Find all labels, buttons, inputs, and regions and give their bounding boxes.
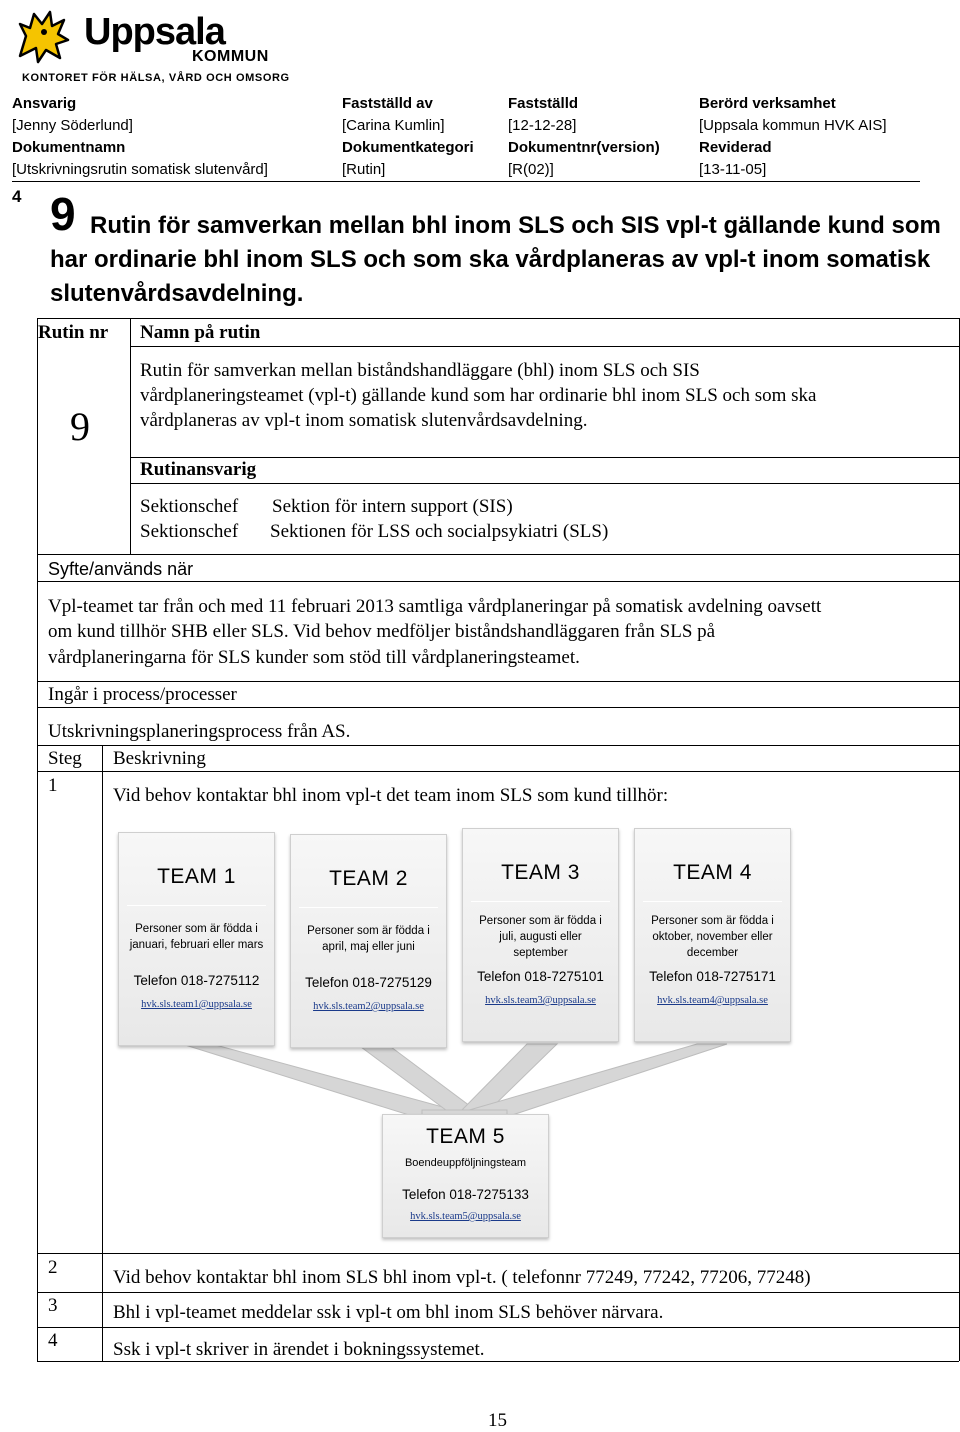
- team-name: TEAM 3: [501, 861, 580, 884]
- step-number: 3: [48, 1295, 58, 1316]
- meta-value: [Jenny Söderlund]: [12, 117, 133, 134]
- page-number: 15: [488, 1410, 507, 1431]
- meta-label: Ansvarig: [12, 95, 77, 112]
- uppsala-kommun-logo: [12, 6, 290, 88]
- meta-label: Berörd verksamhet: [699, 95, 836, 112]
- team-phone: Telefon 018-7275101: [477, 969, 604, 984]
- team-phone: Telefon 018-7275171: [649, 969, 776, 984]
- table-border: [130, 483, 959, 484]
- step-number: 4: [48, 1330, 58, 1351]
- meta-value: [Rutin]: [342, 161, 386, 178]
- syfte-label: Syfte/används när: [48, 559, 194, 579]
- rutinansvarig-label: Rutinansvarig: [140, 459, 257, 480]
- meta-label: Dokumentkategori: [342, 139, 474, 156]
- step-text: Bhl i vpl-teamet meddelar ssk i vpl-t om bhl inom SLS behöver närvara.: [113, 1302, 664, 1323]
- team-card: [462, 828, 619, 1042]
- page-title: Rutin för samverkan mellan bhl inom SLS och SIS vpl-t gällande kund som har ordinarie bhl inom SLS och som ska vårdplaneras av vpl-t inom somatisk slutenvårdsavdelning.: [50, 212, 941, 307]
- table-border: [37, 1292, 959, 1293]
- team-description: [297, 923, 440, 955]
- meta-value: [13-11-05]: [699, 161, 767, 178]
- logo-department: KONTORET FÖR HÄLSA, VÅRD OCH OMSORG: [22, 72, 290, 84]
- team-email-link[interactable]: hvk.sls.team3@uppsala.se: [485, 995, 596, 1006]
- syfte-line: om kund tillhör SHB eller SLS. Vid behov medföljer biståndshandläggaren från SLS på: [48, 621, 716, 642]
- process-label: Ingår i process/processer: [48, 684, 237, 705]
- team-description: [641, 913, 784, 961]
- lion-crest-icon: [12, 6, 74, 68]
- rutin-nr-value: 9: [70, 404, 90, 449]
- ansvarig-role: Sektionschef: [140, 521, 239, 542]
- meta-value: [R(02)]: [508, 161, 554, 178]
- beskrivning-label: Beskrivning: [113, 748, 206, 769]
- team-description-line: Personer som är födda i: [651, 915, 774, 927]
- meta-label: Fastställd av: [342, 95, 433, 112]
- team-description-line: oktober, november eller: [652, 931, 773, 943]
- rutin-nr-label: Rutin nr: [38, 322, 109, 343]
- ansvarig-role: Sektionschef: [140, 496, 239, 517]
- namn-label: Namn på rutin: [140, 322, 261, 343]
- team-phone: Telefon 018-7275129: [305, 975, 432, 990]
- meta-label: Fastställd: [508, 95, 579, 112]
- step-text: Vid behov kontaktar bhl inom vpl-t det team inom SLS som kund tillhör:: [113, 785, 669, 806]
- meta-label: Reviderad: [699, 139, 772, 156]
- team-email-link[interactable]: hvk.sls.team5@uppsala.se: [410, 1211, 521, 1222]
- logo-brand-text: Uppsala: [84, 11, 225, 53]
- steg-label: Steg: [48, 748, 82, 769]
- syfte-line: vårdplaneringarna för SLS kunder som stöd till vårdplaneringsteamet.: [48, 647, 580, 668]
- card-divider: [643, 901, 782, 902]
- team-description: [469, 913, 612, 961]
- team-description: [125, 921, 268, 953]
- table-border: [130, 346, 959, 347]
- team-description-line: december: [686, 947, 739, 959]
- team-card: [118, 832, 275, 1046]
- team-description-line: september: [513, 947, 568, 959]
- team-card: [382, 1114, 549, 1238]
- table-border: [37, 554, 959, 555]
- team-description-line: april, maj eller juni: [322, 941, 415, 953]
- meta-value: [Uppsala kommun HVK AIS]: [699, 117, 887, 134]
- team-phone: Telefon 018-7275133: [402, 1187, 529, 1202]
- team-email-link[interactable]: hvk.sls.team1@uppsala.se: [141, 999, 252, 1010]
- team-description-line: januari, februari eller mars: [129, 939, 264, 951]
- meta-label: Dokumentnamn: [12, 139, 126, 156]
- table-border: [130, 318, 131, 554]
- process-value: Utskrivningsplaneringsprocess från AS.: [48, 721, 351, 742]
- meta-label: Dokumentnr(version): [508, 139, 660, 156]
- table-border: [37, 1253, 959, 1254]
- team-name: TEAM 5: [426, 1125, 505, 1148]
- ansvarig-unit: Sektion för intern support (SIS): [272, 496, 513, 517]
- team-description-line: Personer som är födda i: [135, 923, 258, 935]
- step-text: Ssk i vpl-t skriver in ärendet i bokningssystemet.: [113, 1339, 485, 1360]
- team-email-link[interactable]: hvk.sls.team4@uppsala.se: [657, 995, 768, 1006]
- team-name: TEAM 1: [157, 865, 236, 888]
- team-name: TEAM 4: [673, 861, 752, 884]
- card-divider: [471, 901, 610, 902]
- syfte-line: Vpl-teamet tar från och med 11 februari 2013 samtliga vårdplaneringar på somatisk avdelning oavsett: [48, 596, 822, 617]
- team-description-line: juli, augusti eller: [499, 931, 582, 943]
- team-diagram: [112, 830, 802, 1240]
- team-description-line: Personer som är födda i: [479, 915, 602, 927]
- table-border: [102, 745, 103, 1361]
- step-number: 1: [48, 775, 58, 796]
- card-divider: [299, 907, 438, 908]
- team-card: [290, 834, 447, 1048]
- card-divider: [127, 905, 266, 906]
- routine-name-line: vårdplaneringsteamet (vpl-t) gällande kund som har ordinarie bhl inom SLS och som ska: [140, 385, 817, 406]
- table-border: [37, 318, 38, 1361]
- meta-value: [Utskrivningsrutin somatisk slutenvård]: [12, 161, 268, 178]
- team-phone: Telefon 018-7275112: [133, 973, 260, 988]
- meta-value: [12-12-28]: [508, 117, 577, 134]
- team-card: [634, 828, 791, 1042]
- team-name: TEAM 2: [329, 867, 408, 890]
- header-divider: [12, 181, 920, 182]
- routine-name-line: Rutin för samverkan mellan biståndshandläggare (bhl) inom SLS och SIS: [140, 360, 700, 381]
- routine-name-line: vårdplaneras av vpl-t inom somatisk slutenvårdsavdelning.: [140, 410, 588, 431]
- team-description: Boendeuppföljningsteam: [404, 1157, 527, 1169]
- table-border: [37, 1327, 959, 1328]
- meta-value: [Carina Kumlin]: [342, 117, 445, 134]
- logo-brand-sub: KOMMUN: [192, 48, 269, 65]
- team-email-link[interactable]: hvk.sls.team2@uppsala.se: [313, 1001, 424, 1012]
- table-border: [37, 318, 959, 319]
- chapter-number: 4: [12, 187, 22, 206]
- routine-number-large: 9: [50, 188, 76, 240]
- step-number: 2: [48, 1257, 58, 1278]
- step-text: Vid behov kontaktar bhl inom SLS bhl inom vpl-t. ( telefonnr 77249, 77242, 77206, 77248): [113, 1267, 811, 1288]
- team-description-line: Personer som är födda i: [307, 925, 430, 937]
- ansvarig-unit: Sektionen för LSS och socialpsykiatri (SLS): [270, 521, 609, 542]
